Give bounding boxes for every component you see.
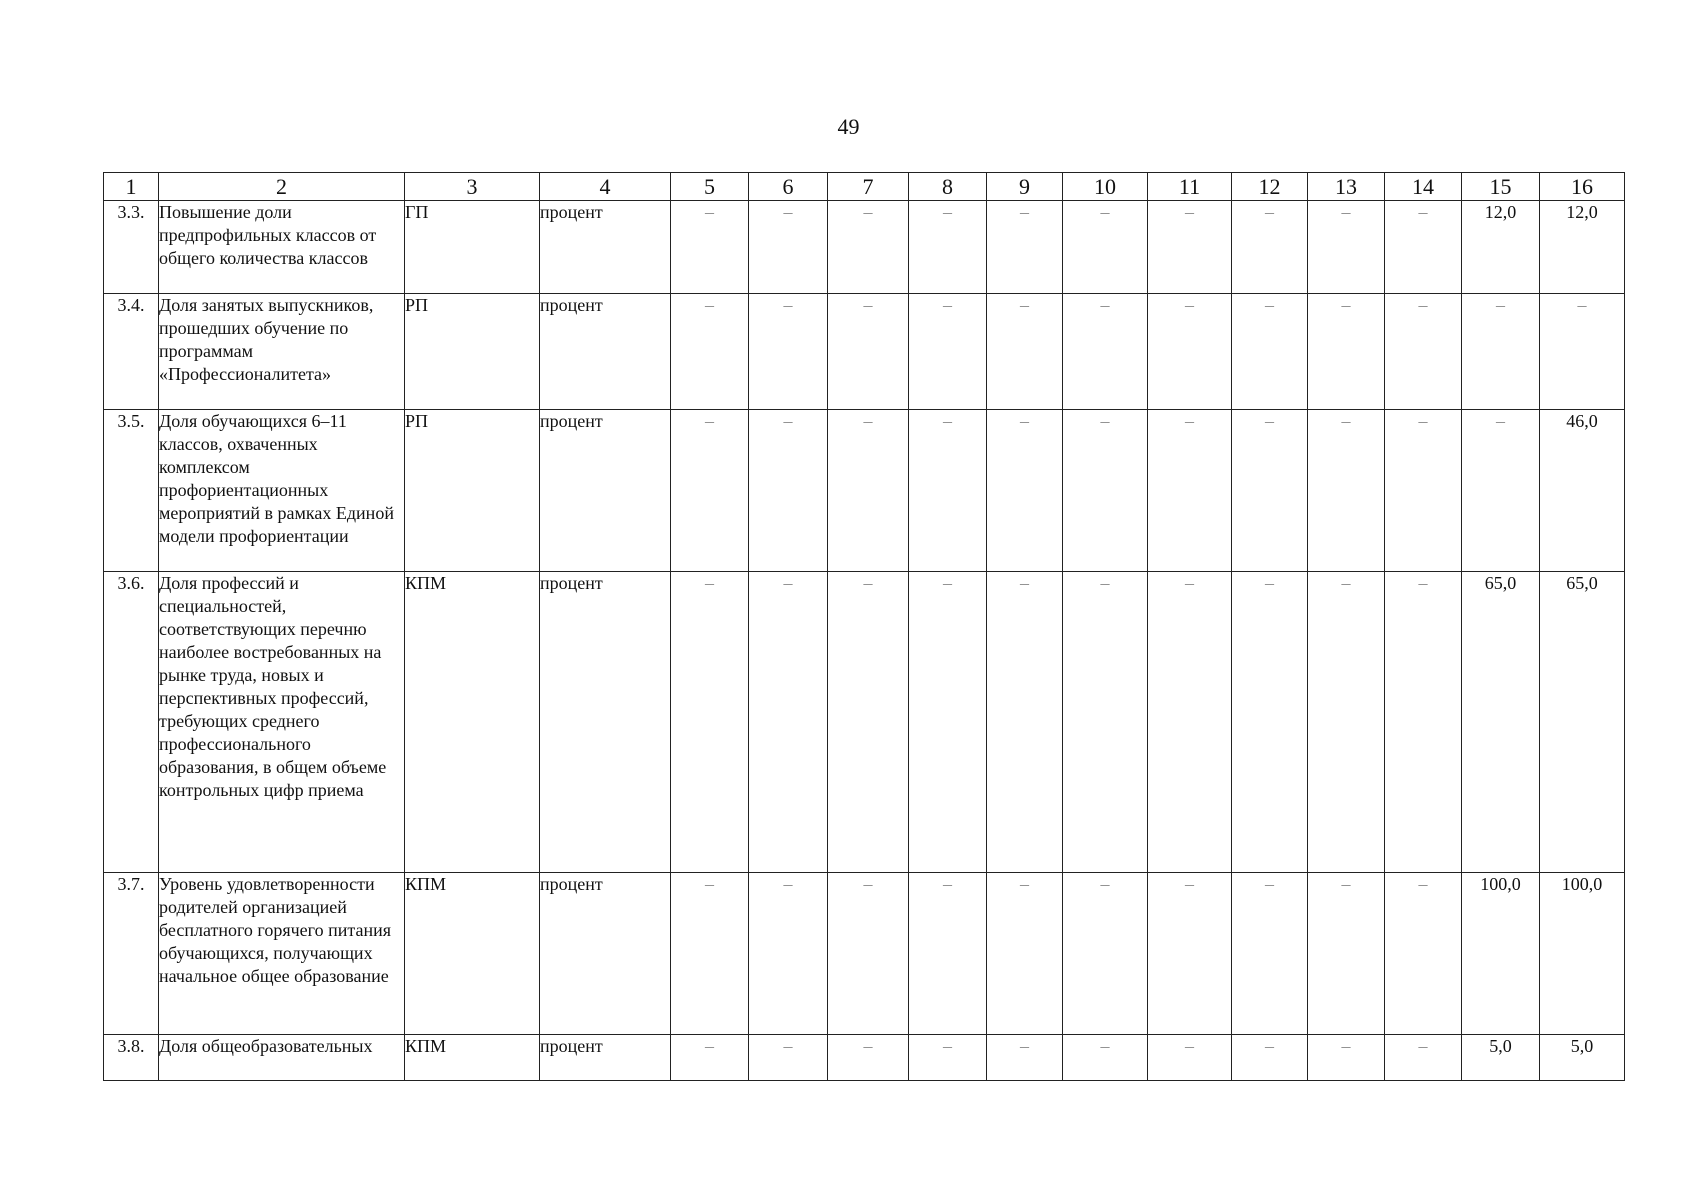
indicator-level: РП bbox=[405, 410, 540, 572]
value-cell: 100,0 bbox=[1540, 873, 1625, 1035]
value-cell: – bbox=[671, 572, 749, 873]
value-cell: – bbox=[1148, 294, 1232, 410]
value-cell: – bbox=[1385, 873, 1462, 1035]
value-cell: – bbox=[1462, 294, 1540, 410]
value-cell: – bbox=[1308, 572, 1385, 873]
value-cell: – bbox=[1063, 201, 1148, 294]
value-cell: – bbox=[828, 410, 909, 572]
header-cell: 11 bbox=[1148, 173, 1232, 201]
value-cell: – bbox=[1462, 410, 1540, 572]
value-cell: 46,0 bbox=[1540, 410, 1625, 572]
value-cell: – bbox=[1308, 294, 1385, 410]
value-cell: – bbox=[1148, 1035, 1232, 1081]
value-cell: – bbox=[1385, 410, 1462, 572]
header-cell: 14 bbox=[1385, 173, 1462, 201]
value-cell: – bbox=[1148, 873, 1232, 1035]
table-row bbox=[104, 1035, 1625, 1081]
header-cell: 13 bbox=[1308, 173, 1385, 201]
indicators-table bbox=[103, 172, 1625, 1081]
value-cell: 5,0 bbox=[1540, 1035, 1625, 1081]
indicator-name: Повышение доли предпрофильных классов от общего количества классов bbox=[159, 201, 405, 294]
value-cell: – bbox=[749, 572, 828, 873]
value-cell: – bbox=[671, 1035, 749, 1081]
header-cell: 3 bbox=[405, 173, 540, 201]
value-cell: – bbox=[1385, 201, 1462, 294]
header-cell: 12 bbox=[1232, 173, 1308, 201]
value-cell: – bbox=[1232, 201, 1308, 294]
table-row bbox=[104, 201, 1625, 294]
value-cell: – bbox=[1385, 294, 1462, 410]
value-cell: – bbox=[987, 410, 1063, 572]
value-cell: – bbox=[987, 201, 1063, 294]
value-cell: – bbox=[828, 572, 909, 873]
value-cell: 65,0 bbox=[1462, 572, 1540, 873]
value-cell: – bbox=[1232, 1035, 1308, 1081]
value-cell: – bbox=[1540, 294, 1625, 410]
value-cell: – bbox=[1308, 410, 1385, 572]
value-cell: – bbox=[909, 1035, 987, 1081]
header-cell: 1 bbox=[104, 173, 159, 201]
header-row bbox=[104, 173, 1625, 201]
value-cell: – bbox=[909, 294, 987, 410]
indicator-name: Доля занятых выпускников, прошедших обучение по программам «Профессионалитета» bbox=[159, 294, 405, 410]
row-number: 3.7. bbox=[104, 873, 159, 1035]
table-row bbox=[104, 572, 1625, 873]
row-number: 3.6. bbox=[104, 572, 159, 873]
indicator-level: КПМ bbox=[405, 873, 540, 1035]
value-cell: – bbox=[749, 294, 828, 410]
value-cell: – bbox=[909, 572, 987, 873]
header-cell: 5 bbox=[671, 173, 749, 201]
header-cell: 16 bbox=[1540, 173, 1625, 201]
value-cell: – bbox=[671, 201, 749, 294]
value-cell: – bbox=[1148, 410, 1232, 572]
row-number: 3.3. bbox=[104, 201, 159, 294]
indicator-name: Доля общеобразовательных bbox=[159, 1035, 405, 1081]
table-row bbox=[104, 873, 1625, 1035]
indicator-level: КПМ bbox=[405, 1035, 540, 1081]
value-cell: – bbox=[828, 201, 909, 294]
value-cell: 5,0 bbox=[1462, 1035, 1540, 1081]
value-cell: – bbox=[987, 1035, 1063, 1081]
unit-of-measure: процент bbox=[540, 873, 671, 1035]
value-cell: – bbox=[1232, 410, 1308, 572]
value-cell: – bbox=[1063, 294, 1148, 410]
unit-of-measure: процент bbox=[540, 572, 671, 873]
indicator-level: ГП bbox=[405, 201, 540, 294]
value-cell: – bbox=[671, 873, 749, 1035]
unit-of-measure: процент bbox=[540, 410, 671, 572]
value-cell: 100,0 bbox=[1462, 873, 1540, 1035]
indicator-level: РП bbox=[405, 294, 540, 410]
unit-of-measure: процент bbox=[540, 201, 671, 294]
row-number: 3.5. bbox=[104, 410, 159, 572]
value-cell: – bbox=[1308, 201, 1385, 294]
header-cell: 4 bbox=[540, 173, 671, 201]
unit-of-measure: процент bbox=[540, 294, 671, 410]
indicator-name: Доля обучающихся 6–11 классов, охваченных комплексом профориентационных мероприятий в рамках Единой модели профориентации bbox=[159, 410, 405, 572]
value-cell: – bbox=[671, 410, 749, 572]
value-cell: – bbox=[828, 873, 909, 1035]
header-cell: 7 bbox=[828, 173, 909, 201]
value-cell: – bbox=[909, 410, 987, 572]
value-cell: – bbox=[1308, 1035, 1385, 1081]
indicator-name: Доля профессий и специальностей, соответствующих перечню наиболее востребованных на рынке труда, новых и перспективных профессий, требующих среднего профессионального образования, в общем объеме контрольных цифр приема bbox=[159, 572, 405, 873]
value-cell: 12,0 bbox=[1540, 201, 1625, 294]
row-number: 3.4. bbox=[104, 294, 159, 410]
value-cell: – bbox=[749, 410, 828, 572]
value-cell: – bbox=[749, 201, 828, 294]
header-cell: 2 bbox=[159, 173, 405, 201]
table-row bbox=[104, 294, 1625, 410]
value-cell: – bbox=[828, 294, 909, 410]
header-cell: 10 bbox=[1063, 173, 1148, 201]
value-cell: – bbox=[828, 1035, 909, 1081]
value-cell: – bbox=[987, 294, 1063, 410]
indicator-name: Уровень удовлетворенности родителей организацией бесплатного горячего питания обучающихся, получающих начальное общее образование bbox=[159, 873, 405, 1035]
value-cell: – bbox=[909, 873, 987, 1035]
value-cell: – bbox=[1148, 572, 1232, 873]
value-cell: – bbox=[1232, 572, 1308, 873]
value-cell: – bbox=[749, 1035, 828, 1081]
value-cell: – bbox=[1232, 294, 1308, 410]
value-cell: – bbox=[1385, 572, 1462, 873]
value-cell: – bbox=[909, 201, 987, 294]
value-cell: 65,0 bbox=[1540, 572, 1625, 873]
page-number: 49 bbox=[837, 114, 860, 139]
value-cell: – bbox=[987, 873, 1063, 1035]
table-row bbox=[104, 410, 1625, 572]
value-cell: – bbox=[1063, 873, 1148, 1035]
value-cell: – bbox=[1063, 1035, 1148, 1081]
value-cell: – bbox=[671, 294, 749, 410]
value-cell: – bbox=[1063, 410, 1148, 572]
value-cell: – bbox=[1148, 201, 1232, 294]
row-number: 3.8. bbox=[104, 1035, 159, 1081]
value-cell: 12,0 bbox=[1462, 201, 1540, 294]
value-cell: – bbox=[1063, 572, 1148, 873]
value-cell: – bbox=[1308, 873, 1385, 1035]
unit-of-measure: процент bbox=[540, 1035, 671, 1081]
value-cell: – bbox=[1385, 1035, 1462, 1081]
indicator-level: КПМ bbox=[405, 572, 540, 873]
value-cell: – bbox=[1232, 873, 1308, 1035]
header-cell: 9 bbox=[987, 173, 1063, 201]
value-cell: – bbox=[987, 572, 1063, 873]
header-cell: 6 bbox=[749, 173, 828, 201]
header-cell: 15 bbox=[1462, 173, 1540, 201]
value-cell: – bbox=[749, 873, 828, 1035]
header-cell: 8 bbox=[909, 173, 987, 201]
